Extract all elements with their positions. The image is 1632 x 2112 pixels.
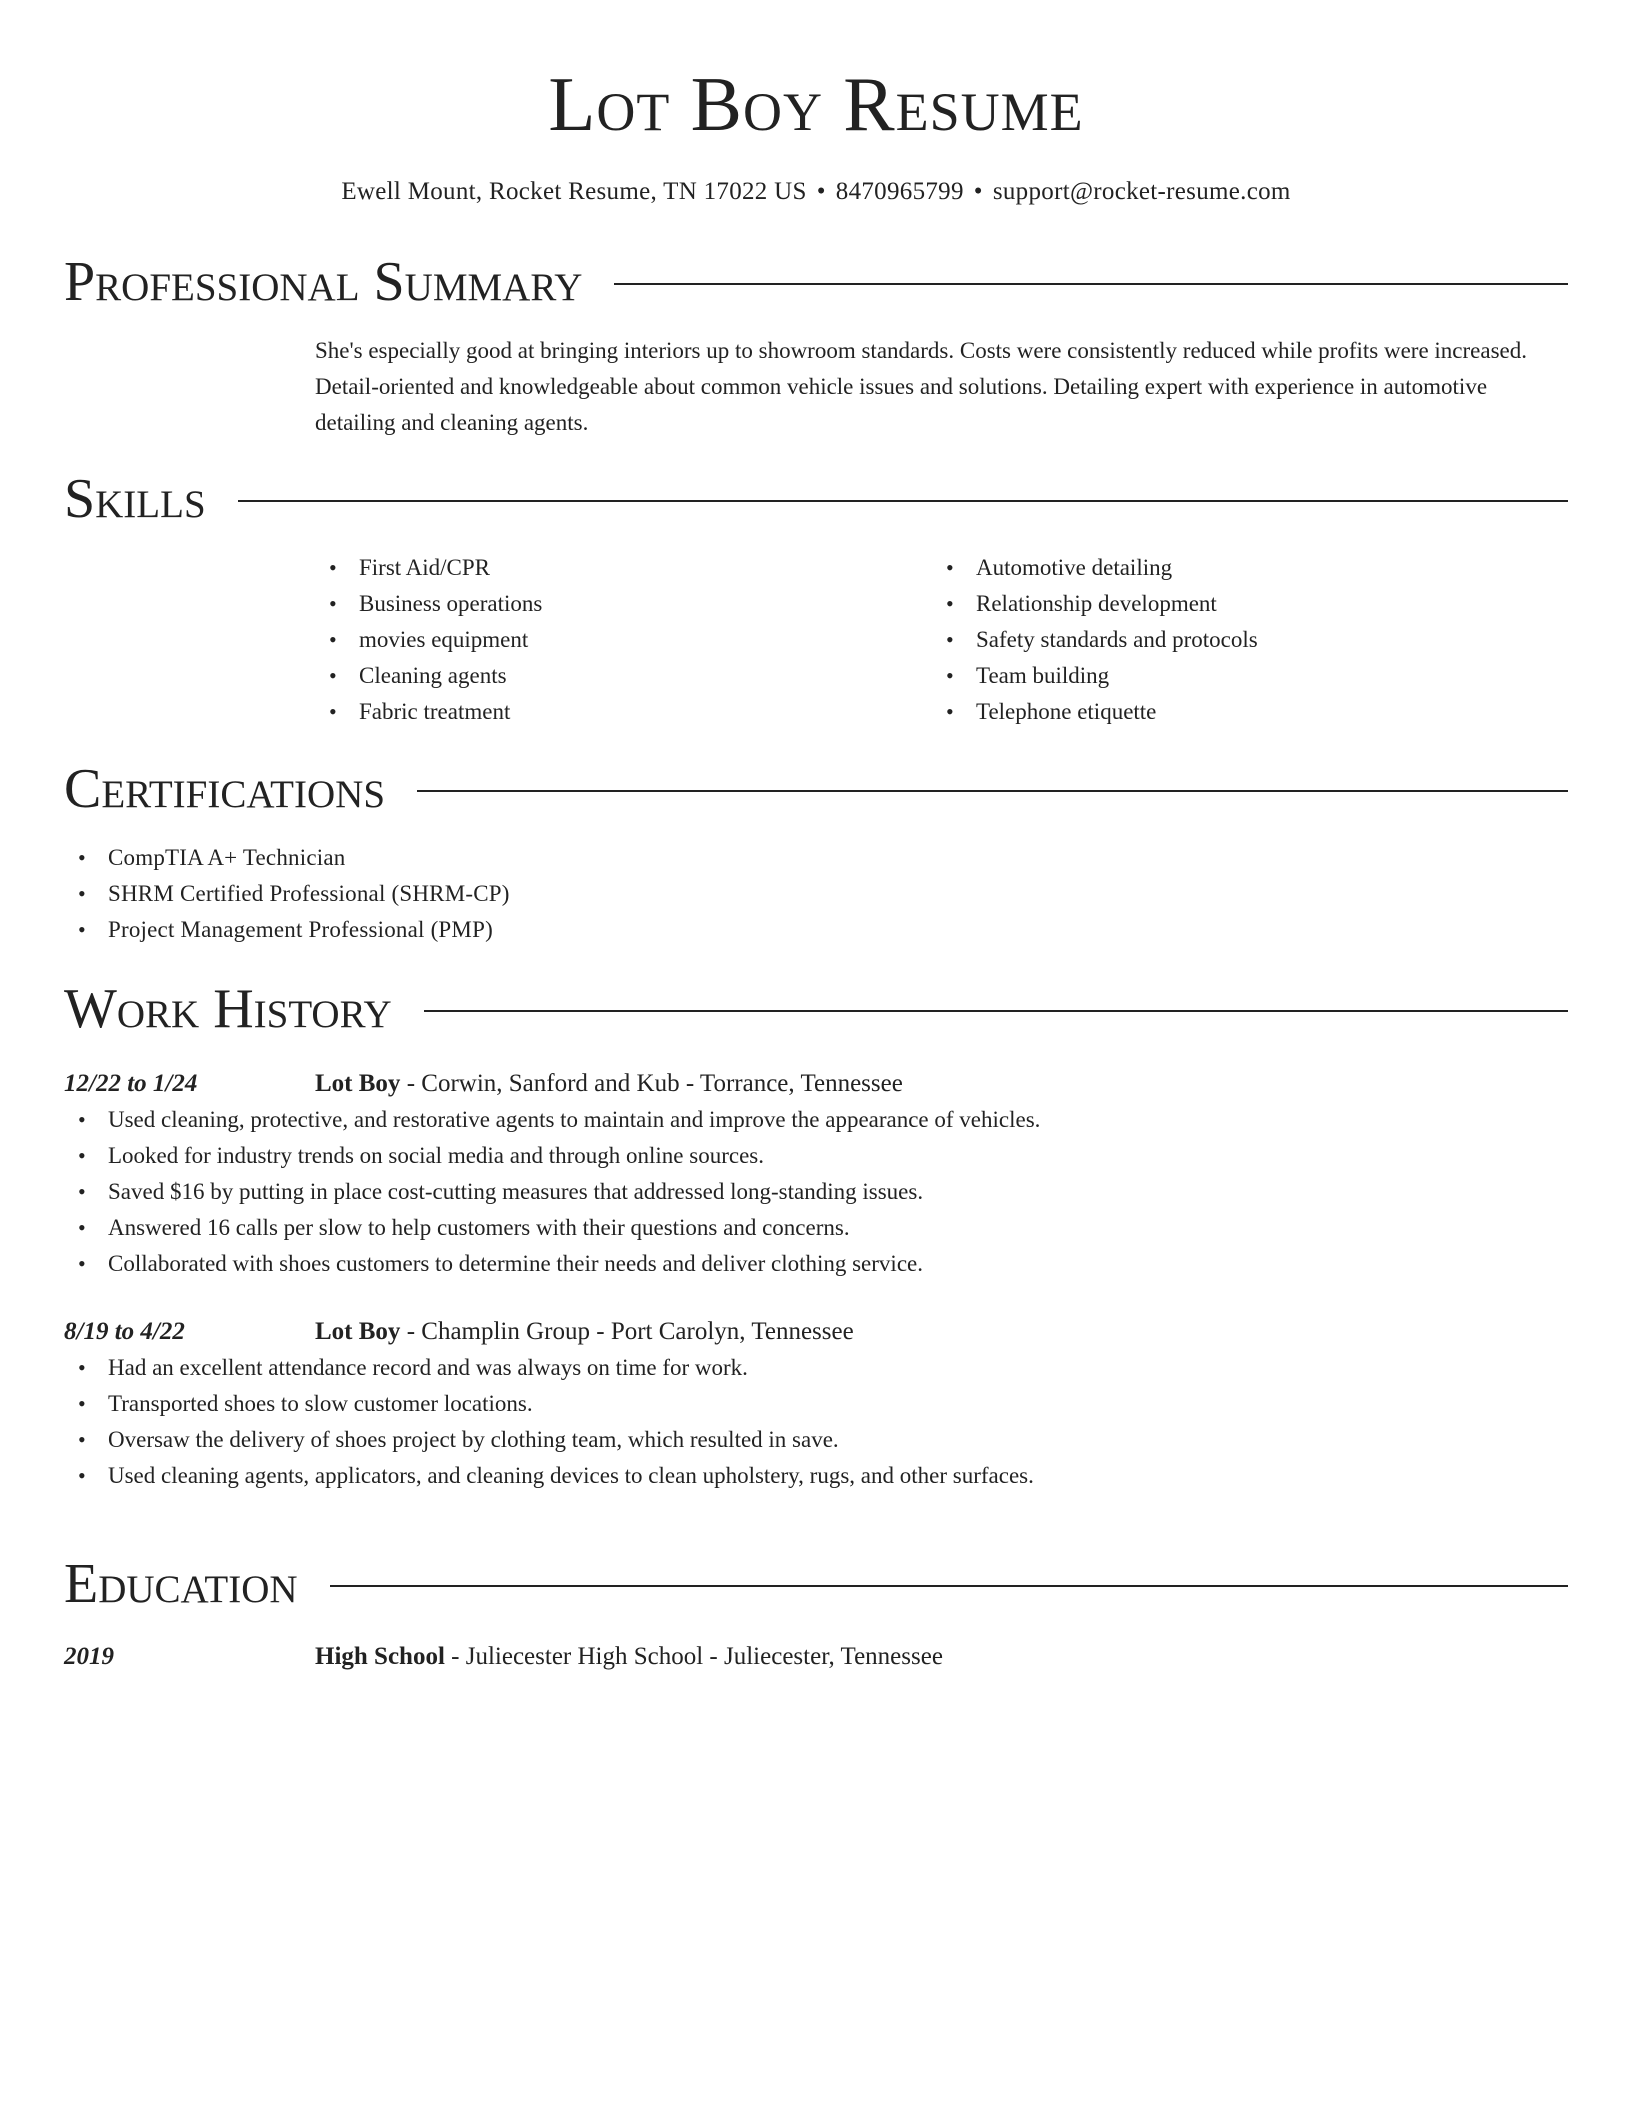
education-heading-line	[315, 1639, 943, 1675]
job-bullets	[64, 1350, 1568, 1494]
section-divider	[238, 500, 1568, 502]
contact-address: Ewell Mount, Rocket Resume, TN 17022 US	[341, 178, 807, 205]
job-entry	[64, 1066, 1568, 1282]
job-bullet: • Looked for industry trends on social media and through online sources.	[64, 1138, 1568, 1174]
section-divider	[614, 283, 1568, 285]
skills-column-left	[315, 550, 932, 730]
skill-item: • First Aid/CPR	[315, 550, 932, 586]
job-bullet: • Saved $16 by putting in place cost-cutting measures that addressed long-standing issues.	[64, 1174, 1568, 1210]
job-bullet: • Collaborated with shoes customers to determine their needs and deliver clothing service.	[64, 1246, 1568, 1282]
contact-phone: 8470965799	[835, 178, 964, 205]
education-degree: High School	[315, 1643, 445, 1670]
contact-line	[64, 177, 1568, 207]
skill-item: • Telephone etiquette	[932, 694, 1549, 730]
job-details: - Champlin Group - Port Carolyn, Tennessee	[400, 1318, 854, 1345]
contact-separator: •	[816, 178, 826, 205]
work-history-header	[64, 976, 1568, 1042]
education-header	[64, 1551, 1568, 1617]
section-divider	[424, 1010, 1568, 1012]
job-entry	[64, 1314, 1568, 1494]
education-heading: Education	[64, 1553, 298, 1615]
certification-item: • CompTIA A+ Technician	[64, 840, 1568, 876]
resume-page	[64, 0, 1568, 1670]
work-history-section	[64, 976, 1568, 1494]
skills-section	[64, 466, 1568, 730]
job-title: Lot Boy	[315, 1070, 401, 1097]
work-history-heading: Work History	[64, 978, 392, 1040]
job-title: Lot Boy	[315, 1318, 401, 1345]
skills-header	[64, 466, 1568, 532]
job-entry-header	[64, 1066, 1568, 1102]
skill-item: • Cleaning agents	[315, 658, 932, 694]
education-entry	[64, 1639, 1568, 1675]
summary-header	[64, 249, 1568, 315]
skills-heading: Skills	[64, 468, 206, 530]
contact-separator: •	[973, 178, 983, 205]
skills-grid	[315, 550, 1568, 730]
job-dates: 8/19 to 4/22	[64, 1318, 185, 1345]
contact-email: support@rocket-resume.com	[992, 178, 1291, 205]
skills-list-left	[315, 550, 932, 730]
skill-item: • movies equipment	[315, 622, 932, 658]
resume-title: Lot Boy Resume	[548, 61, 1084, 147]
job-bullet: • Transported shoes to slow customer locations.	[64, 1386, 1568, 1422]
job-heading	[315, 1066, 903, 1102]
skill-item: • Automotive detailing	[932, 550, 1549, 586]
job-details: - Corwin, Sanford and Kub - Torrance, Tennessee	[400, 1070, 903, 1097]
certification-item: • Project Management Professional (PMP)	[64, 912, 1568, 948]
job-bullet: • Used cleaning agents, applicators, and cleaning devices to clean upholstery, rugs, and other surfaces.	[64, 1458, 1568, 1494]
skill-item: • Fabric treatment	[315, 694, 932, 730]
skill-item: • Business operations	[315, 586, 932, 622]
summary-heading: Professional Summary	[64, 251, 583, 313]
certifications-section	[64, 756, 1568, 948]
job-dates: 12/22 to 1/24	[64, 1070, 198, 1097]
job-bullet: • Used cleaning, protective, and restorative agents to maintain and improve the appearance of vehicles.	[64, 1102, 1568, 1138]
job-bullet: • Had an excellent attendance record and was always on time for work.	[64, 1350, 1568, 1386]
skills-list-right	[932, 550, 1549, 730]
job-heading	[315, 1314, 854, 1350]
skills-column-right	[932, 550, 1549, 730]
education-section	[64, 1551, 1568, 1675]
job-bullet: • Answered 16 calls per slow to help customers with their questions and concerns.	[64, 1210, 1568, 1246]
certification-item: • SHRM Certified Professional (SHRM-CP)	[64, 876, 1568, 912]
summary-text: She's especially good at bringing interiors up to showroom standards. Costs were consistently reduced while profits were increased. Detail-oriented and knowledgeable about common vehicle issues and solutions. Detailing expert with experience in automotive detailing and cleaning agents.	[315, 338, 1528, 435]
certifications-header	[64, 756, 1568, 822]
skill-item: • Team building	[932, 658, 1549, 694]
education-details: - Juliecester High School - Juliecester, Tennessee	[444, 1643, 943, 1670]
job-bullet: • Oversaw the delivery of shoes project by clothing team, which resulted in save.	[64, 1422, 1568, 1458]
summary-section	[64, 249, 1568, 441]
section-divider	[417, 790, 1568, 792]
certifications-list	[64, 840, 1568, 948]
section-divider	[330, 1585, 1568, 1587]
education-year: 2019	[64, 1643, 114, 1670]
job-bullets	[64, 1102, 1568, 1282]
job-entry-header	[64, 1314, 1568, 1350]
skill-item: • Safety standards and protocols	[932, 622, 1549, 658]
certifications-heading: Certifications	[64, 758, 386, 820]
skill-item: • Relationship development	[932, 586, 1549, 622]
